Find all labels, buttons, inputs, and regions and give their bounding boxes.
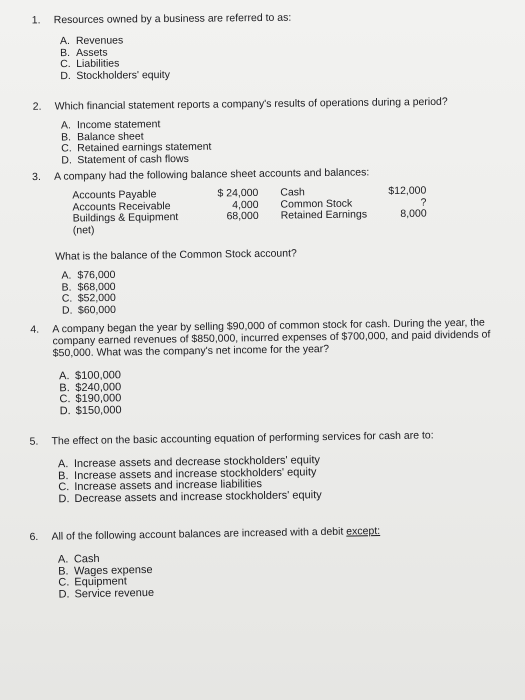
option-letter: D.: [60, 69, 71, 82]
answer-options: [61, 115, 494, 166]
option-letter: B.: [60, 130, 72, 143]
option-letter: D.: [59, 404, 71, 417]
question-3: [32, 165, 474, 317]
account-name: Retained Earnings: [280, 208, 368, 222]
option-d: [60, 66, 492, 82]
option-text: Balance sheet: [76, 129, 144, 143]
question-text: Which financial statement reports a company's results of operations during a period?: [54, 95, 448, 113]
question-number: 2.: [32, 100, 42, 113]
option-text: Equipment: [74, 575, 128, 589]
question-text: The effect on the basic accounting equation of performing services for cash are to:: [51, 429, 434, 448]
account-balance: 68,000: [226, 209, 259, 223]
sub-question: What is the balance of the Common Stock account?: [55, 247, 297, 263]
question-text: [51, 523, 499, 543]
option-text: Revenues: [75, 34, 124, 47]
question-text-emphasis: except:: [346, 524, 381, 538]
account-name: Common Stock: [280, 197, 353, 211]
option-letter: A.: [57, 553, 69, 566]
question-number: 1.: [31, 14, 41, 27]
question-text-main: All of the following account balances are increased with a debit: [51, 525, 347, 543]
question-text: Resources owned by a business are referred to as:: [53, 11, 292, 27]
option-letter: B.: [58, 564, 69, 578]
question-number: 3.: [32, 170, 41, 184]
question-number: 5.: [29, 435, 39, 448]
answer-options: [60, 32, 492, 83]
option-letter: A.: [59, 35, 70, 48]
question-number: 6.: [29, 530, 39, 544]
option-letter: C.: [61, 292, 73, 305]
option-text: $52,000: [77, 291, 116, 305]
option-letter: D.: [58, 587, 70, 601]
option-text: Assets: [75, 46, 108, 59]
option-letter: A.: [61, 269, 72, 282]
answer-options: [58, 452, 501, 505]
option-text: $150,000: [75, 403, 122, 417]
account-name: Accounts Payable: [72, 188, 157, 202]
option-letter: A.: [60, 119, 71, 132]
question-4: [30, 316, 501, 417]
option-letter: D.: [61, 153, 72, 166]
option-letter: B.: [59, 46, 71, 59]
option-text: Increase assets and decrease stockholders' equity: [73, 454, 321, 471]
option-text: $240,000: [75, 380, 122, 394]
option-text: $76,000: [77, 268, 116, 282]
option-text: Liabilities: [76, 57, 120, 70]
option-text: Decrease assets and increase stockholders' equity: [74, 488, 322, 505]
option-text: Increase assets and increase liabilities: [74, 478, 263, 493]
answer-options: [59, 364, 502, 417]
option-letter: B.: [61, 281, 72, 294]
question-number: 4.: [30, 323, 40, 336]
account-balance: 4,000: [232, 198, 259, 211]
option-letter: A.: [59, 370, 70, 383]
option-letter: C.: [61, 142, 72, 155]
option-text: Income statement: [76, 118, 161, 132]
option-letter: D.: [61, 304, 73, 317]
question-6: [29, 523, 500, 601]
account-balance: $ 24,000: [217, 186, 259, 200]
question-2: [33, 95, 494, 167]
account-balance: ?: [420, 196, 427, 209]
answer-options: [58, 547, 501, 601]
option-text: $100,000: [75, 369, 122, 382]
question-1: [32, 10, 493, 83]
account-name: Buildings & Equipment (net): [72, 211, 179, 237]
account-balances-table: [72, 185, 473, 237]
account-balance: 8,000: [400, 207, 427, 220]
option-text: Wages expense: [74, 563, 153, 577]
answer-options: [61, 265, 474, 317]
option-letter: B.: [59, 381, 70, 394]
option-text: Cash: [73, 552, 100, 566]
option-letter: B.: [58, 469, 69, 482]
option-letter: C.: [60, 58, 71, 71]
question-text: A company had the following balance sheet accounts and balances:: [54, 166, 370, 183]
question-5: [29, 428, 500, 505]
option-text: $190,000: [75, 392, 122, 405]
option-text: $68,000: [77, 280, 116, 293]
option-text: Statement of cash flows: [77, 152, 189, 166]
option-letter: C.: [59, 393, 71, 406]
account-name: Accounts Receivable: [72, 199, 171, 214]
option-letter: D.: [58, 492, 70, 505]
option-letter: C.: [58, 481, 70, 494]
option-text: $60,000: [77, 303, 116, 316]
option-letter: A.: [57, 458, 69, 471]
option-text: Retained earnings statement: [77, 140, 212, 155]
question-text: A company began the year by selling $90,000 of common stock for cash. During the year, the company earned revenues of $850,000, incurred expenses of $700,000, and paid dividends of $50,000. What was the company's net income for the year?: [52, 316, 491, 360]
option-text: Stockholders' equity: [76, 68, 170, 82]
option-letter: C.: [58, 576, 70, 589]
account-name: Cash: [280, 186, 305, 199]
option-text: Service revenue: [74, 586, 155, 600]
account-balance: $12,000: [388, 184, 427, 198]
option-text: Increase assets and increase stockholders' equity: [74, 465, 317, 482]
